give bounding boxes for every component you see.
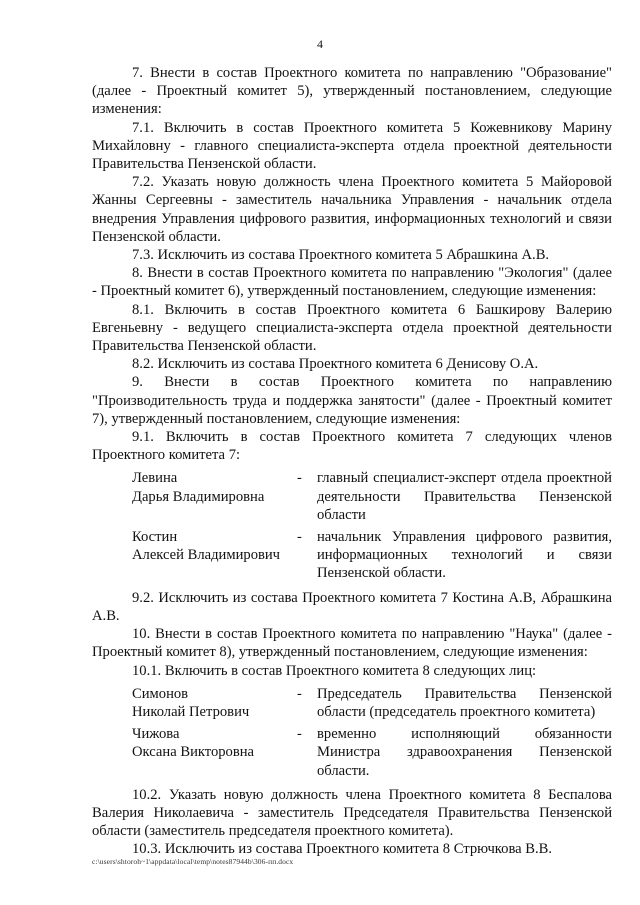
paragraph: 10.1. Включить в состав Проектного комитета 8 следующих лиц: bbox=[132, 662, 537, 679]
paragraph: 7.3. Исключить из состава Проектного комитета 5 Абрашкина А.В. bbox=[132, 247, 550, 264]
member-surname: Костин bbox=[132, 529, 178, 546]
member-dash: - bbox=[297, 529, 302, 546]
member-row bbox=[92, 685, 612, 721]
member-first-patronymic: Алексей Владимирович bbox=[132, 547, 281, 564]
document-body bbox=[92, 64, 612, 859]
paragraph: 9.1. Включить в состав Проектного комитета 7 следующих членов Проектного комитета 7: bbox=[92, 429, 612, 464]
paragraph: 8.1. Включить в состав Проектного комитета 6 Башкирову Валерию Евгеньевну - ведущего специалиста-эксперта отдела проектной деятельности Правительства Пензенской области. bbox=[92, 301, 612, 355]
member-surname: Левина bbox=[132, 470, 178, 487]
paragraph: 9. Внести в состав Проектного комитета по направлению "Производительность труда и поддержка занятости" (далее - Проектный комитет 7), утвержденный постановлением, следующие изменения: bbox=[92, 374, 612, 427]
paragraph: 7.1. Включить в состав Проектного комитета 5 Кожевникову Марину Михайловну - главного специалиста-эксперта отдела проектной деятельности Правительства Пензенской области. bbox=[92, 119, 612, 173]
paragraph: 10.3. Исключить из состава Проектного комитета 8 Стрючкова В.В. bbox=[132, 841, 553, 858]
member-name bbox=[92, 725, 297, 780]
member-dash: - bbox=[297, 726, 302, 743]
member-surname: Симонов bbox=[132, 685, 189, 702]
member-first-patronymic: Дарья Владимировна bbox=[132, 488, 265, 505]
member-row bbox=[92, 469, 612, 524]
paragraph: 10.2. Указать новую должность члена Проектного комитета 8 Беспалова Валерия Николаевича - заместитель Председателя Правительства Пензенской области (заместитель председателя проектного комитета). bbox=[92, 786, 612, 840]
member-dash: - bbox=[297, 685, 302, 702]
member-name bbox=[92, 528, 297, 583]
member-surname: Чижова bbox=[132, 726, 180, 743]
paragraph: 10. Внести в состав Проектного комитета по направлению "Наука" (далее - Проектный комитет 8), утвержденный постановлением, следующие изменения: bbox=[92, 626, 612, 661]
member-list-committee-8 bbox=[92, 685, 612, 780]
member-list-committee-7 bbox=[92, 469, 612, 582]
member-first-patronymic: Николай Петрович bbox=[132, 703, 250, 720]
paragraph: 9.2. Исключить из состава Проектного комитета 7 Костина А.В, Абрашкина А.В. bbox=[92, 589, 612, 624]
page-number: 4 bbox=[317, 37, 323, 51]
member-name bbox=[92, 685, 297, 721]
paragraph: 7.2. Указать новую должность члена Проектного комитета 5 Майоровой Жанны Сергеевны - заместитель начальника Управления - начальник отдела внедрения Управления цифрового развития, информационных технологий и связи Пензенской области. bbox=[92, 174, 612, 245]
paragraph: 7. Внести в состав Проектного комитета по направлению "Образование" (далее - Проектный комитет 5), утвержденный постановлением, следующие изменения: bbox=[92, 65, 612, 118]
paragraph: 8.2. Исключить из состава Проектного комитета 6 Денисову О.А. bbox=[132, 356, 539, 373]
member-row bbox=[92, 725, 612, 780]
member-role: Председатель Правительства Пензенской области (председатель проектного комитета) bbox=[317, 685, 612, 720]
member-name bbox=[92, 469, 297, 524]
paragraph: 8. Внести в состав Проектного комитета по направлению "Экология" (далее - Проектный комитет 6), утвержденный постановлением, следующие изменения: bbox=[92, 265, 612, 300]
footer-file-path: c:\users\shtoroh~1\appdata\local\temp\notes87944b\306-пп.docx bbox=[92, 857, 294, 866]
member-role: начальник Управления цифрового развития, информационных технологий и связи Пензенской области. bbox=[317, 529, 612, 582]
member-dash: - bbox=[297, 470, 302, 487]
member-first-patronymic: Оксана Викторовна bbox=[132, 744, 255, 761]
member-row bbox=[92, 528, 612, 583]
member-role: главный специалист-эксперт отдела проектной деятельности Правительства Пензенской области bbox=[317, 470, 612, 523]
member-role: временно исполняющий обязанности Министра здравоохранения Пензенской области. bbox=[317, 726, 612, 779]
